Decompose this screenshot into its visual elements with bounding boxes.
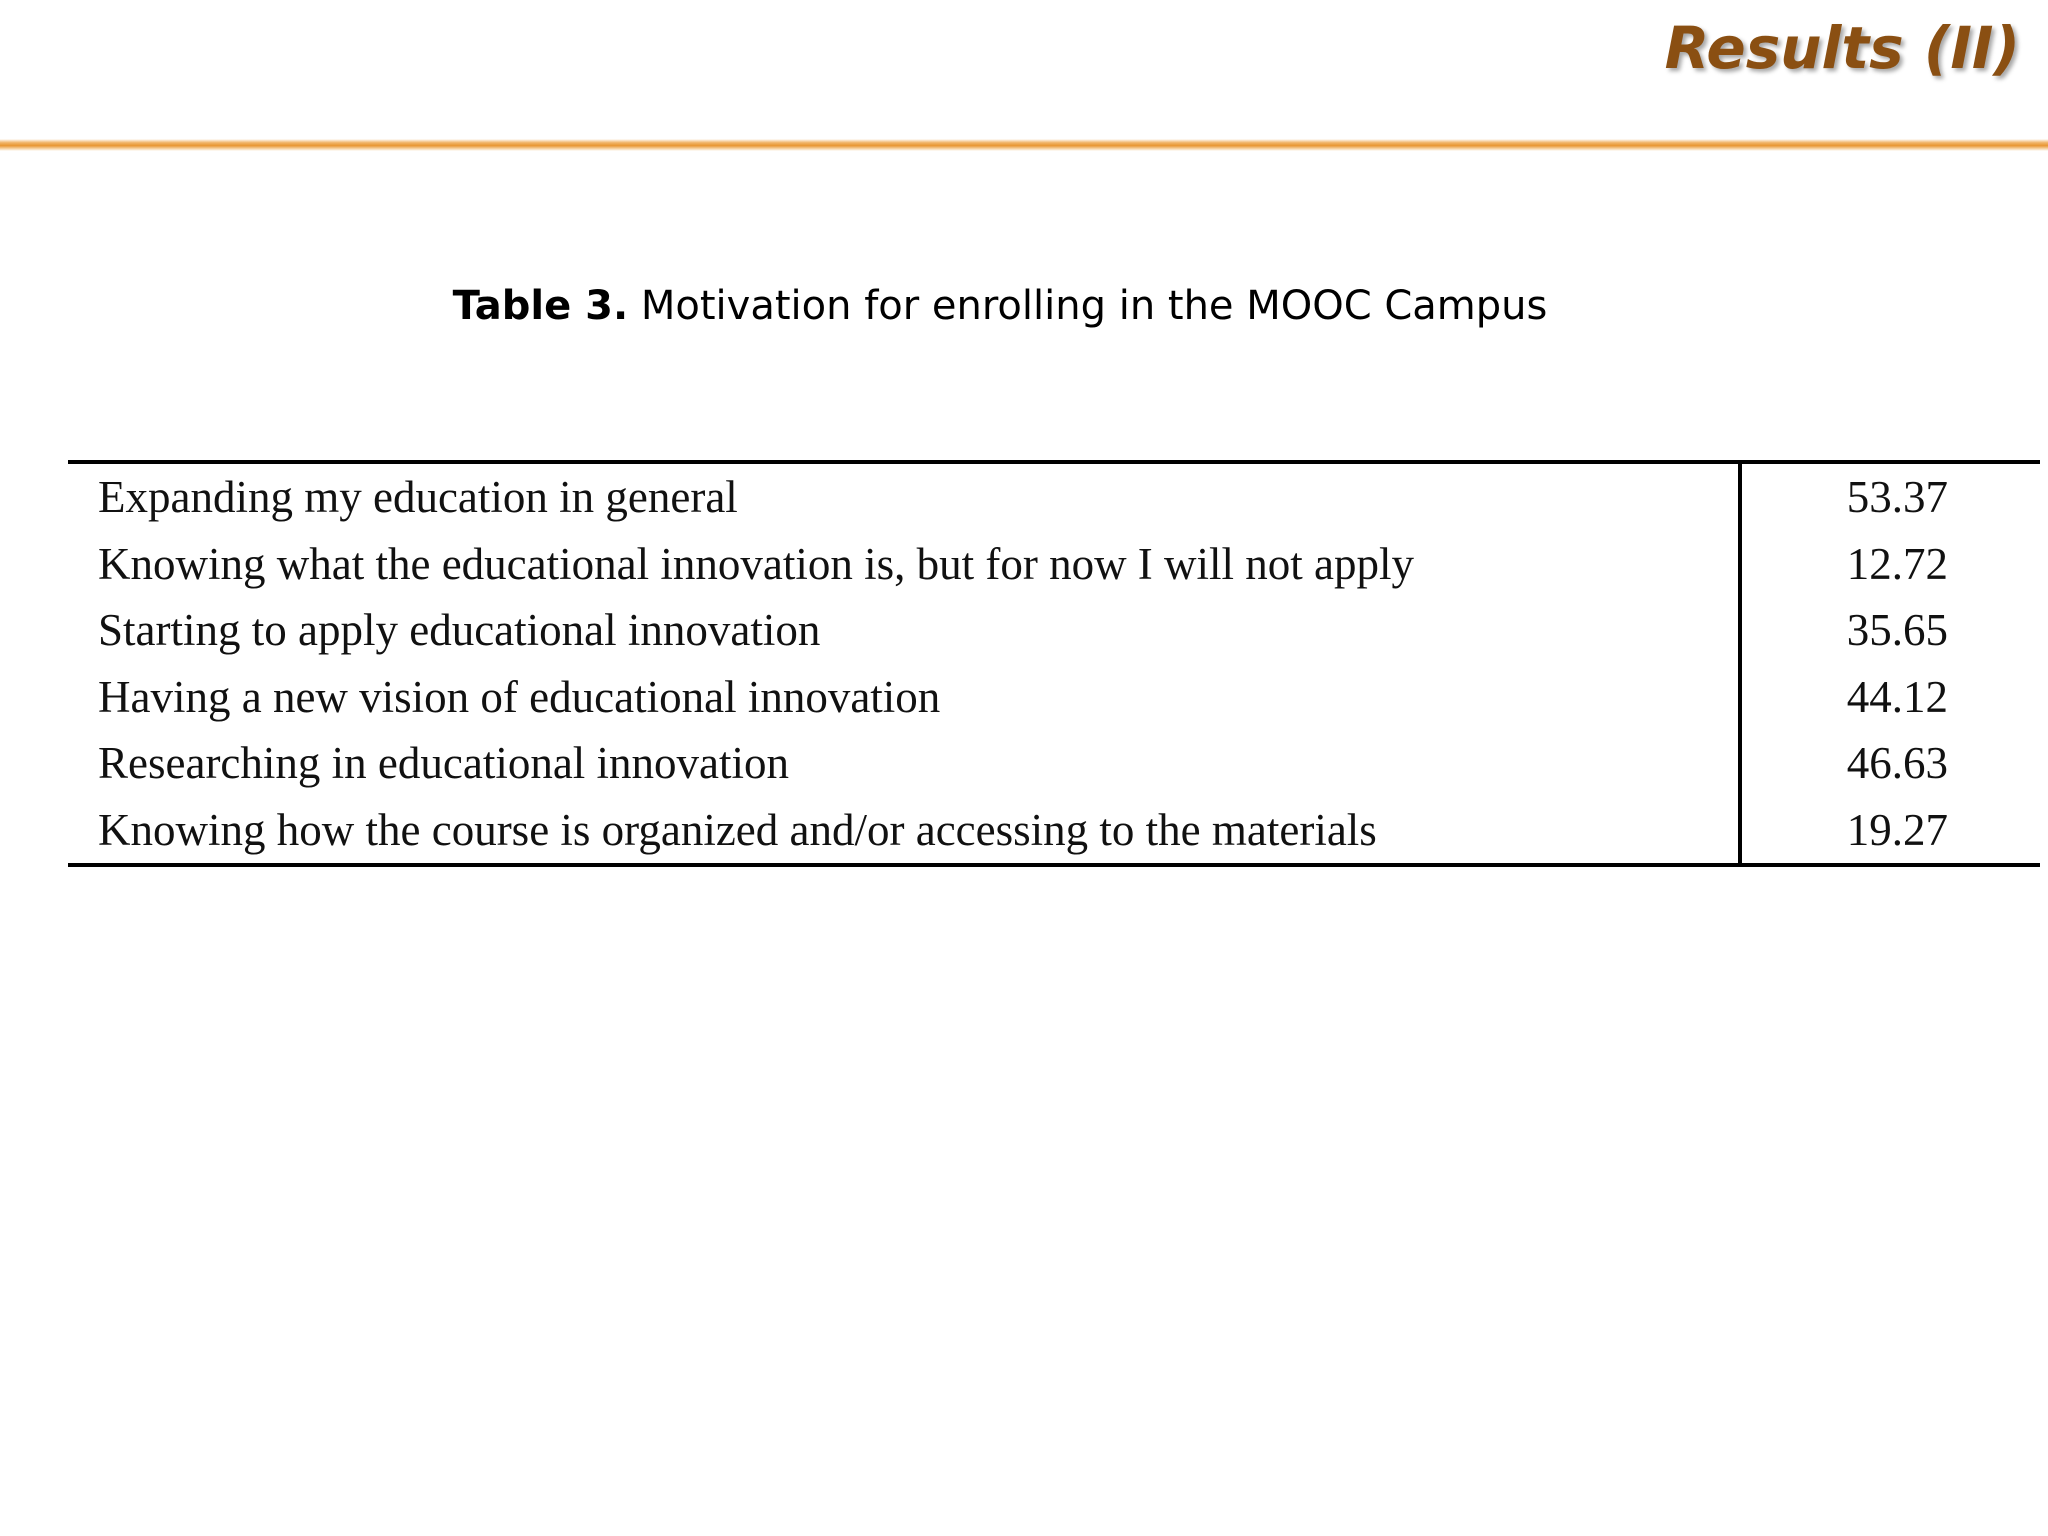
table-caption-label: Table 3.: [452, 283, 629, 329]
row-value: 53.37: [1846, 472, 1948, 523]
table-row: [68, 797, 2040, 866]
row-label: Having a new vision of educational innovation: [68, 664, 1740, 731]
table-row: [68, 730, 2040, 797]
row-value: 12.72: [1846, 538, 1948, 589]
table-caption: [0, 283, 2000, 329]
row-value: 35.65: [1846, 605, 1948, 656]
row-value: 44.12: [1846, 671, 1948, 722]
slide-title: Results (II): [1664, 14, 2020, 82]
row-label: Knowing what the educational innovation is, but for now I will not apply: [68, 531, 1740, 598]
table-row: [68, 462, 2040, 531]
motivation-table-container: [68, 460, 2040, 867]
title-divider: [0, 139, 2048, 151]
row-label: Expanding my education in general: [68, 462, 1740, 531]
row-label: Starting to apply educational innovation: [68, 597, 1740, 664]
row-value: 19.27: [1846, 804, 1948, 855]
row-value: 46.63: [1846, 738, 1948, 789]
table-row: [68, 597, 2040, 664]
row-label: Researching in educational innovation: [68, 730, 1740, 797]
motivation-table: [68, 460, 2040, 867]
table-row: [68, 664, 2040, 731]
row-label: Knowing how the course is organized and/or accessing to the materials: [68, 797, 1740, 866]
table-row: [68, 531, 2040, 598]
table-caption-text: Motivation for enrolling in the MOOC Campus: [628, 283, 1548, 329]
